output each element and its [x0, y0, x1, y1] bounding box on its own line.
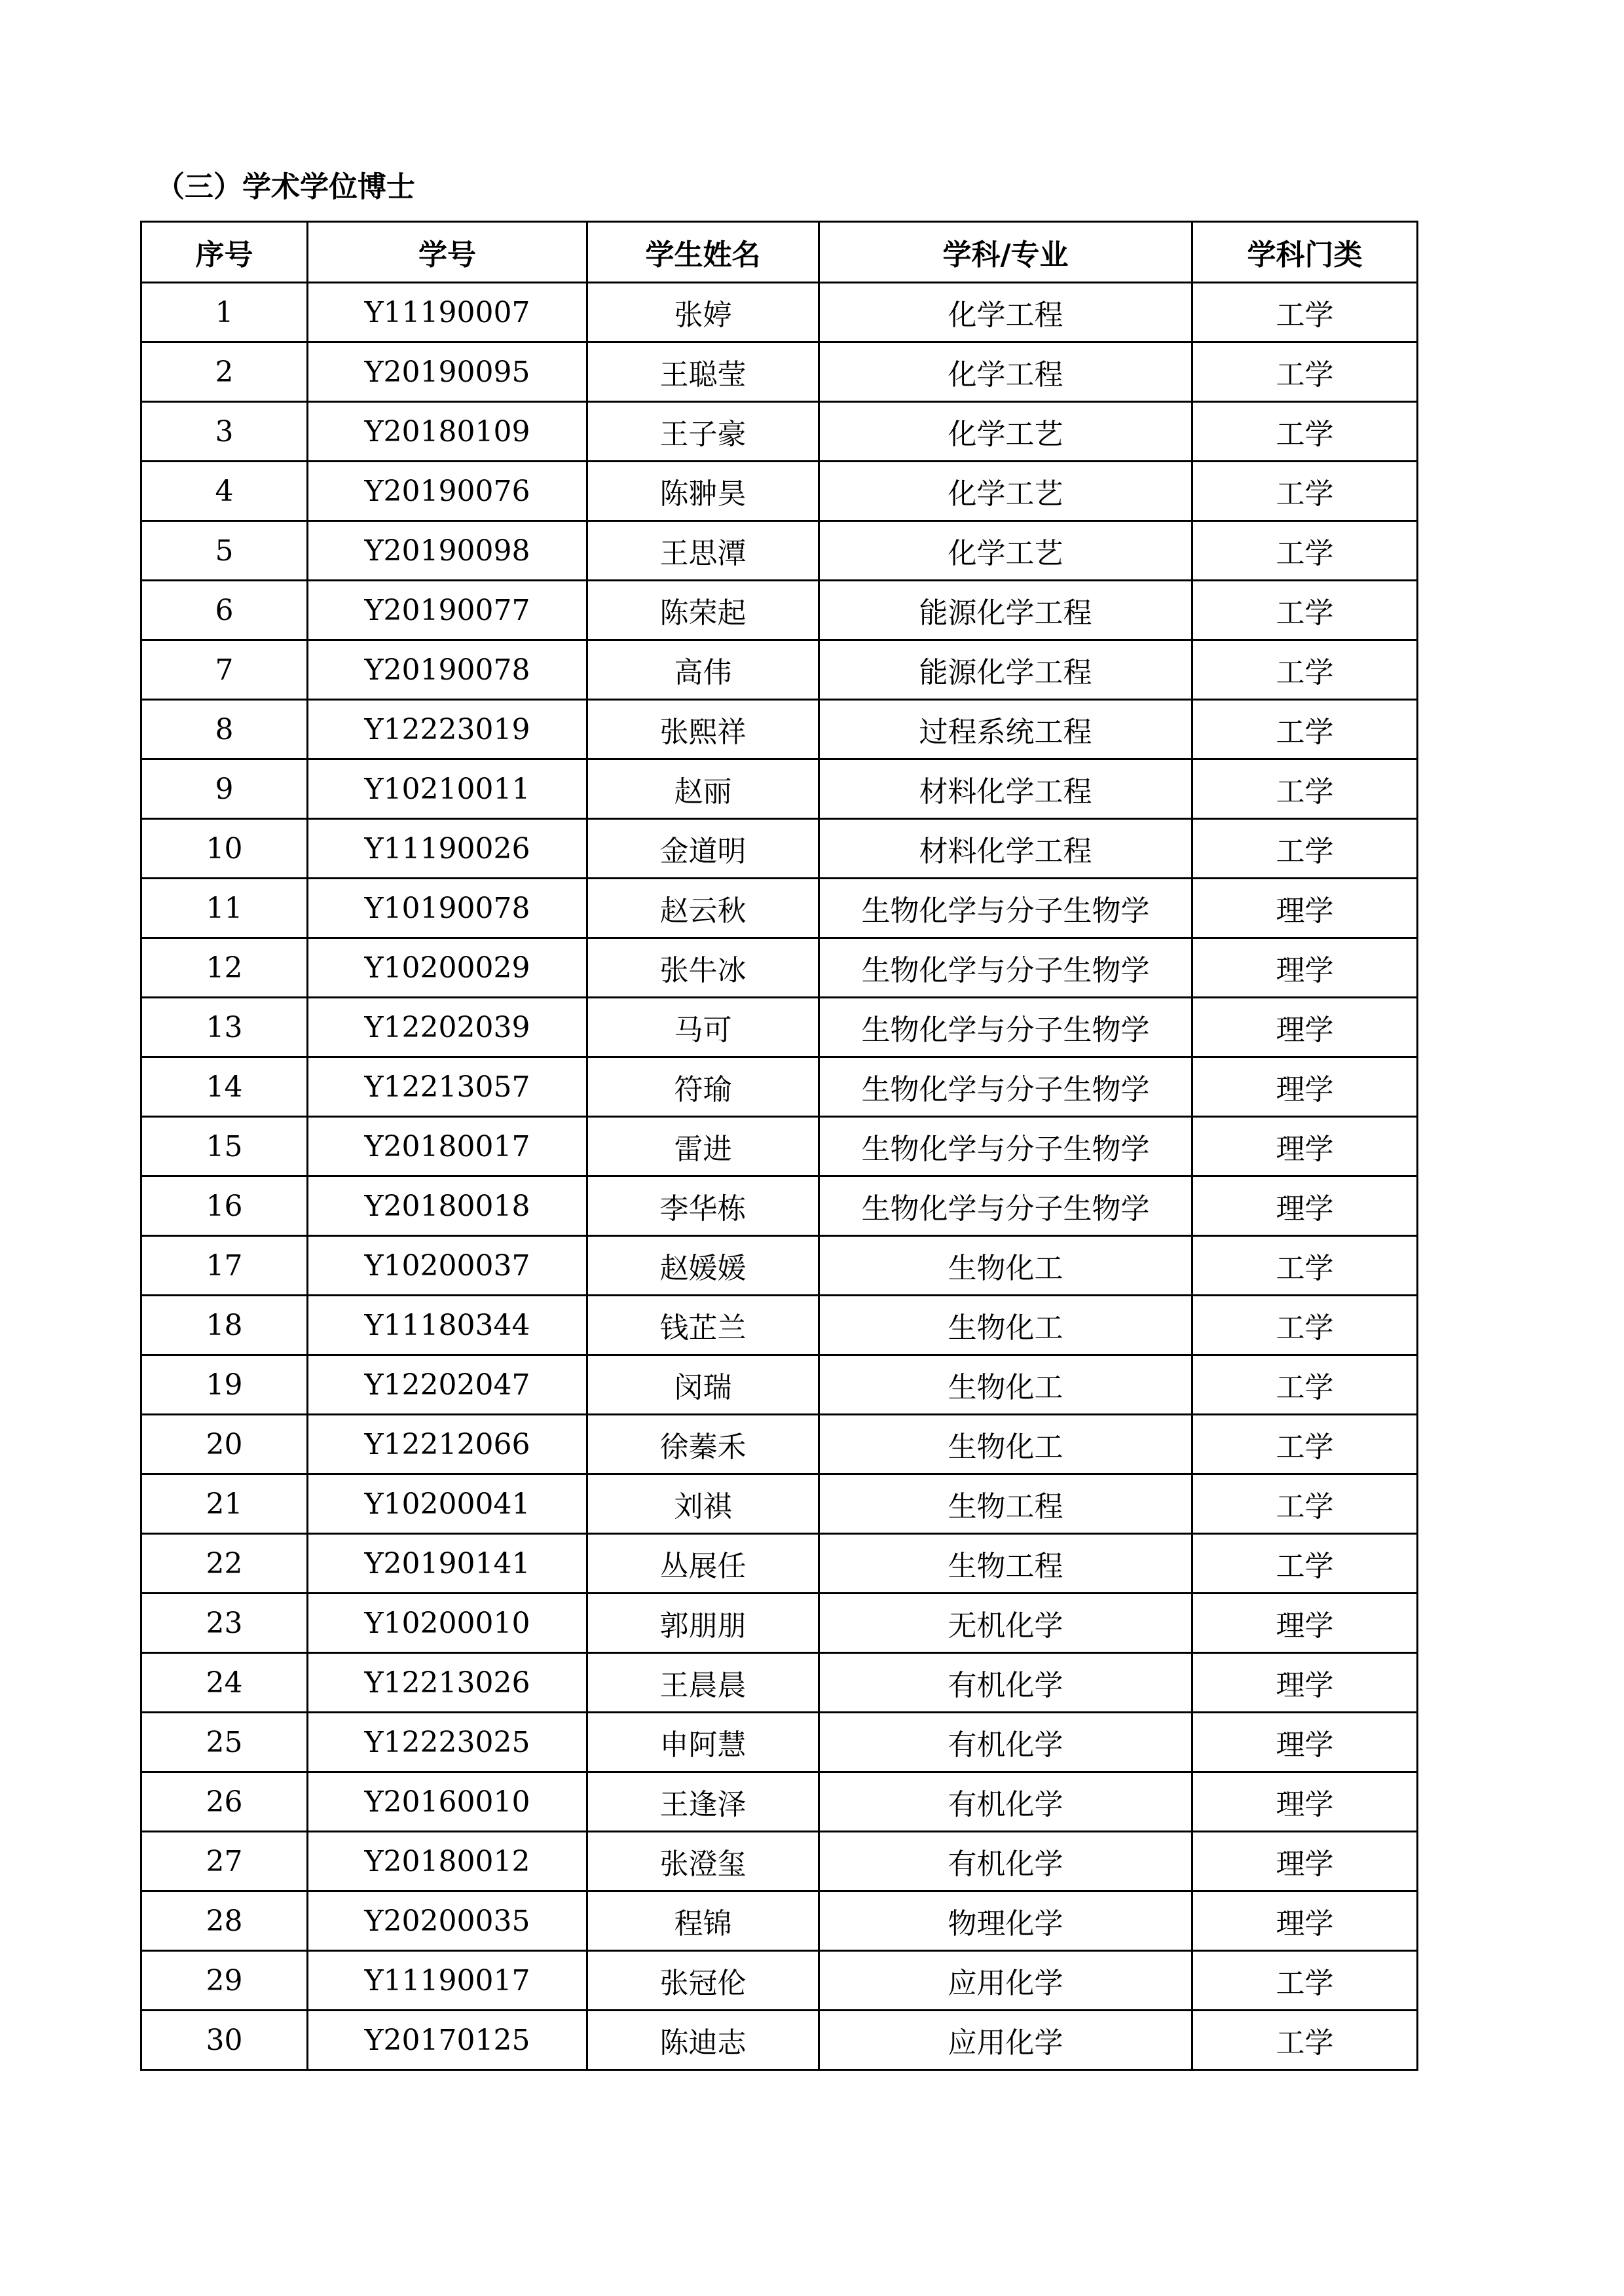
cell-category: 理学 [1192, 938, 1418, 998]
table-row [141, 759, 1418, 819]
cell-index: 26 [141, 1772, 308, 1832]
cell-student-id: Y10200037 [308, 1236, 587, 1296]
cell-category: 工学 [1192, 402, 1418, 462]
header-row [141, 222, 1418, 283]
cell-student-id: Y12202039 [308, 998, 587, 1057]
cell-student-name: 张牛冰 [587, 938, 819, 998]
cell-index: 1 [141, 283, 308, 342]
cell-subject: 过程系统工程 [819, 700, 1192, 759]
cell-subject: 生物化学与分子生物学 [819, 998, 1192, 1057]
cell-subject: 无机化学 [819, 1594, 1192, 1653]
cell-subject: 有机化学 [819, 1772, 1192, 1832]
cell-student-name: 张婷 [587, 283, 819, 342]
cell-index: 9 [141, 759, 308, 819]
cell-subject: 化学工程 [819, 283, 1192, 342]
cell-index: 25 [141, 1713, 308, 1772]
table-row [141, 2011, 1418, 2070]
student-table [140, 221, 1418, 2071]
cell-student-name: 徐蓁禾 [587, 1415, 819, 1474]
cell-subject: 生物化学与分子生物学 [819, 1057, 1192, 1117]
table-row [141, 1832, 1418, 1891]
cell-student-name: 陈翀昊 [587, 462, 819, 521]
table-row [141, 402, 1418, 462]
table-row [141, 1415, 1418, 1474]
table-body [141, 283, 1418, 2070]
cell-student-id: Y20190095 [308, 342, 587, 402]
cell-category: 理学 [1192, 1891, 1418, 1951]
cell-category: 理学 [1192, 1117, 1418, 1176]
cell-category: 理学 [1192, 1594, 1418, 1653]
cell-index: 29 [141, 1951, 308, 2011]
cell-index: 4 [141, 462, 308, 521]
cell-student-id: Y20190098 [308, 521, 587, 581]
cell-student-name: 王逢泽 [587, 1772, 819, 1832]
cell-student-id: Y20180109 [308, 402, 587, 462]
cell-index: 15 [141, 1117, 308, 1176]
cell-student-name: 赵云秋 [587, 879, 819, 938]
cell-subject: 化学工程 [819, 342, 1192, 402]
table-row [141, 283, 1418, 342]
cell-student-name: 申阿慧 [587, 1713, 819, 1772]
cell-student-name: 闵瑞 [587, 1355, 819, 1415]
cell-category: 工学 [1192, 581, 1418, 640]
cell-student-name: 丛展任 [587, 1534, 819, 1594]
cell-student-id: Y11190017 [308, 1951, 587, 2011]
cell-index: 6 [141, 581, 308, 640]
cell-index: 5 [141, 521, 308, 581]
cell-category: 工学 [1192, 819, 1418, 879]
table-row [141, 1951, 1418, 2011]
cell-student-id: Y20180017 [308, 1117, 587, 1176]
table-row [141, 879, 1418, 938]
cell-subject: 生物化学与分子生物学 [819, 1176, 1192, 1236]
table-row [141, 1772, 1418, 1832]
cell-student-name: 赵丽 [587, 759, 819, 819]
cell-subject: 生物化学与分子生物学 [819, 1117, 1192, 1176]
cell-category: 工学 [1192, 700, 1418, 759]
cell-category: 理学 [1192, 879, 1418, 938]
cell-index: 20 [141, 1415, 308, 1474]
cell-subject: 生物化工 [819, 1296, 1192, 1355]
header-student-name: 学生姓名 [587, 222, 819, 283]
cell-subject: 生物化工 [819, 1355, 1192, 1415]
cell-subject: 化学工艺 [819, 462, 1192, 521]
cell-index: 13 [141, 998, 308, 1057]
cell-index: 21 [141, 1474, 308, 1534]
cell-student-id: Y11190026 [308, 819, 587, 879]
cell-subject: 材料化学工程 [819, 819, 1192, 879]
cell-category: 工学 [1192, 640, 1418, 700]
cell-category: 工学 [1192, 1296, 1418, 1355]
cell-category: 理学 [1192, 1713, 1418, 1772]
cell-subject: 应用化学 [819, 1951, 1192, 2011]
cell-student-name: 张熙祥 [587, 700, 819, 759]
table-row [141, 700, 1418, 759]
table-row [141, 521, 1418, 581]
cell-subject: 生物化学与分子生物学 [819, 879, 1192, 938]
table-row [141, 1594, 1418, 1653]
section-title: （三）学术学位博士 [156, 170, 415, 204]
table-row [141, 640, 1418, 700]
cell-index: 2 [141, 342, 308, 402]
cell-subject: 生物化学与分子生物学 [819, 938, 1192, 998]
cell-index: 3 [141, 402, 308, 462]
cell-student-id: Y10190078 [308, 879, 587, 938]
cell-student-name: 符瑜 [587, 1057, 819, 1117]
cell-student-name: 王思潭 [587, 521, 819, 581]
cell-category: 工学 [1192, 462, 1418, 521]
cell-index: 16 [141, 1176, 308, 1236]
cell-category: 理学 [1192, 1057, 1418, 1117]
cell-student-id: Y11190007 [308, 283, 587, 342]
cell-student-name: 李华栋 [587, 1176, 819, 1236]
cell-student-id: Y12223025 [308, 1713, 587, 1772]
cell-student-name: 王聪莹 [587, 342, 819, 402]
cell-subject: 有机化学 [819, 1653, 1192, 1713]
cell-student-name: 程锦 [587, 1891, 819, 1951]
cell-student-name: 马可 [587, 998, 819, 1057]
cell-category: 工学 [1192, 1474, 1418, 1534]
cell-index: 28 [141, 1891, 308, 1951]
header-subject: 学科/专业 [819, 222, 1192, 283]
cell-student-name: 钱芷兰 [587, 1296, 819, 1355]
cell-student-id: Y20190078 [308, 640, 587, 700]
header-category: 学科门类 [1192, 222, 1418, 283]
cell-index: 18 [141, 1296, 308, 1355]
cell-index: 19 [141, 1355, 308, 1415]
cell-index: 27 [141, 1832, 308, 1891]
cell-index: 24 [141, 1653, 308, 1713]
cell-subject: 能源化学工程 [819, 581, 1192, 640]
cell-student-name: 陈迪志 [587, 2011, 819, 2070]
cell-student-id: Y20180012 [308, 1832, 587, 1891]
cell-student-id: Y20190077 [308, 581, 587, 640]
cell-student-id: Y20190076 [308, 462, 587, 521]
cell-subject: 有机化学 [819, 1713, 1192, 1772]
cell-student-name: 王子豪 [587, 402, 819, 462]
cell-index: 7 [141, 640, 308, 700]
cell-subject: 能源化学工程 [819, 640, 1192, 700]
table-row [141, 1713, 1418, 1772]
cell-student-id: Y12212066 [308, 1415, 587, 1474]
cell-category: 工学 [1192, 342, 1418, 402]
cell-index: 8 [141, 700, 308, 759]
cell-category: 工学 [1192, 2011, 1418, 2070]
cell-student-name: 张澄玺 [587, 1832, 819, 1891]
cell-category: 工学 [1192, 1236, 1418, 1296]
cell-index: 23 [141, 1594, 308, 1653]
cell-student-id: Y20200035 [308, 1891, 587, 1951]
cell-student-id: Y11180344 [308, 1296, 587, 1355]
cell-index: 12 [141, 938, 308, 998]
cell-student-id: Y20170125 [308, 2011, 587, 2070]
cell-student-id: Y10200029 [308, 938, 587, 998]
cell-student-id: Y20190141 [308, 1534, 587, 1594]
cell-student-name: 金道明 [587, 819, 819, 879]
cell-category: 工学 [1192, 1355, 1418, 1415]
table-row [141, 938, 1418, 998]
cell-student-id: Y12202047 [308, 1355, 587, 1415]
table-row [141, 1653, 1418, 1713]
cell-student-id: Y20180018 [308, 1176, 587, 1236]
table-row [141, 1117, 1418, 1176]
table-row [141, 1355, 1418, 1415]
cell-category: 工学 [1192, 759, 1418, 819]
cell-student-name: 高伟 [587, 640, 819, 700]
table-row [141, 1474, 1418, 1534]
cell-subject: 应用化学 [819, 2011, 1192, 2070]
cell-subject: 化学工艺 [819, 402, 1192, 462]
table-row [141, 1057, 1418, 1117]
cell-student-name: 张冠伦 [587, 1951, 819, 2011]
cell-student-name: 雷进 [587, 1117, 819, 1176]
table-row [141, 1176, 1418, 1236]
cell-subject: 材料化学工程 [819, 759, 1192, 819]
cell-category: 理学 [1192, 1176, 1418, 1236]
table-row [141, 462, 1418, 521]
table-header [141, 222, 1418, 283]
cell-student-id: Y10210011 [308, 759, 587, 819]
header-student-id: 学号 [308, 222, 587, 283]
cell-category: 工学 [1192, 1534, 1418, 1594]
cell-student-id: Y12223019 [308, 700, 587, 759]
table-row [141, 1891, 1418, 1951]
table-row [141, 998, 1418, 1057]
table-row [141, 819, 1418, 879]
cell-student-name: 陈荣起 [587, 581, 819, 640]
cell-index: 22 [141, 1534, 308, 1594]
cell-subject: 生物化工 [819, 1415, 1192, 1474]
cell-category: 工学 [1192, 283, 1418, 342]
cell-subject: 物理化学 [819, 1891, 1192, 1951]
cell-student-name: 王晨晨 [587, 1653, 819, 1713]
cell-subject: 生物工程 [819, 1534, 1192, 1594]
cell-category: 理学 [1192, 998, 1418, 1057]
cell-student-id: Y12213057 [308, 1057, 587, 1117]
cell-index: 30 [141, 2011, 308, 2070]
cell-subject: 生物化工 [819, 1236, 1192, 1296]
cell-subject: 有机化学 [819, 1832, 1192, 1891]
cell-index: 10 [141, 819, 308, 879]
table-row [141, 1534, 1418, 1594]
cell-category: 工学 [1192, 1951, 1418, 2011]
table-row [141, 1236, 1418, 1296]
cell-index: 17 [141, 1236, 308, 1296]
cell-category: 理学 [1192, 1832, 1418, 1891]
cell-student-name: 郭朋朋 [587, 1594, 819, 1653]
cell-student-id: Y10200041 [308, 1474, 587, 1534]
cell-subject: 生物工程 [819, 1474, 1192, 1534]
cell-category: 理学 [1192, 1653, 1418, 1713]
cell-subject: 化学工艺 [819, 521, 1192, 581]
cell-student-id: Y12213026 [308, 1653, 587, 1713]
cell-category: 工学 [1192, 1415, 1418, 1474]
cell-student-id: Y20160010 [308, 1772, 587, 1832]
table-row [141, 581, 1418, 640]
header-index: 序号 [141, 222, 308, 283]
cell-category: 工学 [1192, 521, 1418, 581]
cell-category: 理学 [1192, 1772, 1418, 1832]
cell-student-id: Y10200010 [308, 1594, 587, 1653]
table-row [141, 342, 1418, 402]
cell-student-name: 刘祺 [587, 1474, 819, 1534]
cell-index: 11 [141, 879, 308, 938]
cell-index: 14 [141, 1057, 308, 1117]
table-row [141, 1296, 1418, 1355]
cell-student-name: 赵媛媛 [587, 1236, 819, 1296]
